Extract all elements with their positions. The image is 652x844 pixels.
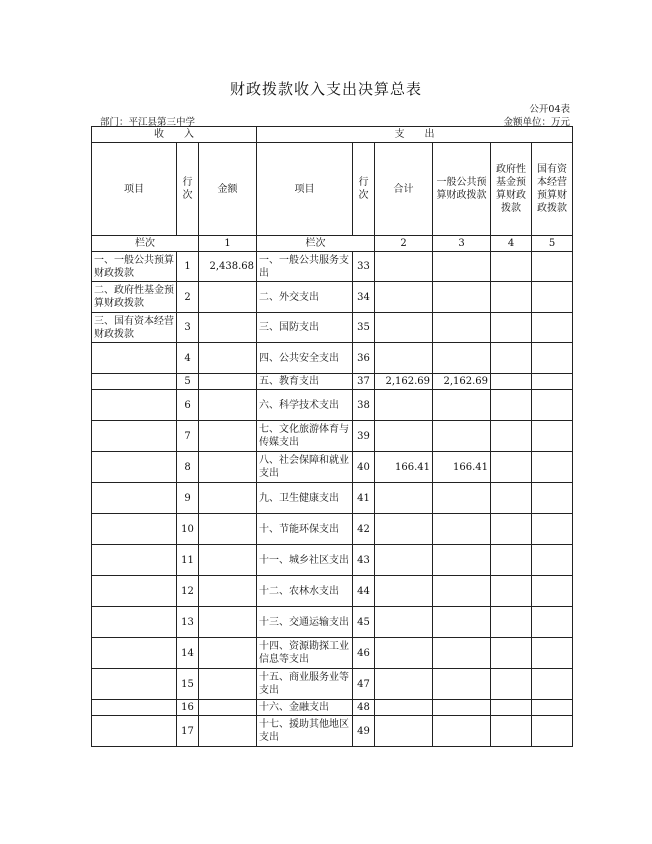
general-budget-cell xyxy=(433,514,491,545)
income-item-cell xyxy=(92,638,177,669)
total-header: 合计 xyxy=(375,143,433,236)
table-row xyxy=(92,390,573,421)
total-cell: 166.41 xyxy=(375,452,433,483)
income-section-header: 收 入 xyxy=(92,127,257,143)
total-cell xyxy=(375,669,433,700)
column-number-label-right: 栏次 xyxy=(257,236,375,252)
expense-item-cell: 八、社会保障和就业支出 xyxy=(257,452,353,483)
expense-line-cell: 40 xyxy=(353,452,375,483)
gov-fund-cell xyxy=(491,343,532,374)
income-item-cell xyxy=(92,343,177,374)
gov-fund-cell xyxy=(491,483,532,514)
total-cell xyxy=(375,700,433,716)
income-item-header: 项目 xyxy=(92,143,177,236)
budget-summary-table xyxy=(91,126,573,747)
income-line-cell: 10 xyxy=(177,514,199,545)
table-row xyxy=(92,343,573,374)
income-line-cell: 17 xyxy=(177,716,199,747)
state-capital-cell xyxy=(532,343,573,374)
income-line-cell: 6 xyxy=(177,390,199,421)
income-amount-cell xyxy=(199,607,257,638)
total-cell xyxy=(375,313,433,343)
state-capital-cell xyxy=(532,716,573,747)
column-number-label-left: 栏次 xyxy=(92,236,199,252)
income-item-cell xyxy=(92,700,177,716)
income-item-cell xyxy=(92,669,177,700)
table-row xyxy=(92,607,573,638)
state-capital-cell xyxy=(532,483,573,514)
section-header-row xyxy=(92,127,573,143)
general-budget-cell xyxy=(433,313,491,343)
general-budget-cell xyxy=(433,252,491,282)
general-budget-cell xyxy=(433,669,491,700)
gov-fund-cell xyxy=(491,669,532,700)
state-capital-cell xyxy=(532,313,573,343)
income-item-cell: 三、国有资本经营财政拨款 xyxy=(92,313,177,343)
total-cell xyxy=(375,390,433,421)
table-row xyxy=(92,700,573,716)
table-row xyxy=(92,716,573,747)
table-row xyxy=(92,374,573,390)
income-amount-cell xyxy=(199,343,257,374)
column-header-row xyxy=(92,143,573,236)
state-capital-cell xyxy=(532,421,573,452)
general-budget-cell xyxy=(433,483,491,514)
gov-fund-cell xyxy=(491,421,532,452)
gov-fund-cell xyxy=(491,452,532,483)
table-row xyxy=(92,421,573,452)
income-amount-cell xyxy=(199,421,257,452)
column-number-2: 2 xyxy=(375,236,433,252)
total-cell xyxy=(375,545,433,576)
total-cell xyxy=(375,716,433,747)
expense-section-header: 支 出 xyxy=(257,127,573,143)
expense-item-cell: 五、教育支出 xyxy=(257,374,353,390)
column-number-row xyxy=(92,236,573,252)
gov-fund-cell xyxy=(491,576,532,607)
state-capital-header: 国有资本经营预算财政拨款 xyxy=(532,143,573,236)
income-item-cell xyxy=(92,716,177,747)
income-item-cell xyxy=(92,483,177,514)
general-budget-cell xyxy=(433,545,491,576)
general-budget-cell: 2,162.69 xyxy=(433,374,491,390)
income-item-cell xyxy=(92,607,177,638)
state-capital-cell xyxy=(532,700,573,716)
general-budget-cell xyxy=(433,716,491,747)
income-amount-cell xyxy=(199,638,257,669)
income-amount-cell xyxy=(199,700,257,716)
table-row xyxy=(92,452,573,483)
income-amount-cell xyxy=(199,483,257,514)
gov-fund-cell xyxy=(491,252,532,282)
state-capital-cell xyxy=(532,252,573,282)
income-item-cell: 一、一般公共预算财政拨款 xyxy=(92,252,177,282)
expense-line-cell: 49 xyxy=(353,716,375,747)
expense-item-cell: 九、卫生健康支出 xyxy=(257,483,353,514)
income-amount-cell xyxy=(199,545,257,576)
general-budget-cell xyxy=(433,700,491,716)
general-budget-cell xyxy=(433,421,491,452)
expense-item-cell: 三、国防支出 xyxy=(257,313,353,343)
state-capital-cell xyxy=(532,390,573,421)
income-line-cell: 14 xyxy=(177,638,199,669)
income-line-cell: 12 xyxy=(177,576,199,607)
table-row xyxy=(92,252,573,282)
income-line-cell: 4 xyxy=(177,343,199,374)
general-budget-header: 一般公共预算财政拨款 xyxy=(433,143,491,236)
table-row xyxy=(92,669,573,700)
income-amount-cell: 2,438.68 xyxy=(199,252,257,282)
expense-line-cell: 45 xyxy=(353,607,375,638)
expense-line-cell: 46 xyxy=(353,638,375,669)
income-amount-cell xyxy=(199,374,257,390)
income-amount-cell xyxy=(199,313,257,343)
state-capital-cell xyxy=(532,669,573,700)
expense-item-cell: 四、公共安全支出 xyxy=(257,343,353,374)
expense-line-cell: 47 xyxy=(353,669,375,700)
expense-item-cell: 二、外交支出 xyxy=(257,282,353,313)
total-cell xyxy=(375,514,433,545)
expense-item-cell: 七、文化旅游体育与传媒支出 xyxy=(257,421,353,452)
expense-line-cell: 35 xyxy=(353,313,375,343)
expense-item-cell: 十七、援助其他地区支出 xyxy=(257,716,353,747)
expense-item-cell: 十三、交通运输支出 xyxy=(257,607,353,638)
state-capital-cell xyxy=(532,452,573,483)
gov-fund-cell xyxy=(491,545,532,576)
state-capital-cell xyxy=(532,514,573,545)
expense-item-cell: 十六、金融支出 xyxy=(257,700,353,716)
income-item-cell xyxy=(92,421,177,452)
table-row xyxy=(92,638,573,669)
column-number-4: 4 xyxy=(491,236,532,252)
income-amount-header: 金额 xyxy=(199,143,257,236)
general-budget-cell xyxy=(433,282,491,313)
total-cell xyxy=(375,607,433,638)
gov-fund-cell xyxy=(491,607,532,638)
income-line-cell: 7 xyxy=(177,421,199,452)
table-row xyxy=(92,282,573,313)
income-item-cell xyxy=(92,545,177,576)
total-cell: 2,162.69 xyxy=(375,374,433,390)
income-item-cell: 二、政府性基金预算财政拨款 xyxy=(92,282,177,313)
expense-line-cell: 36 xyxy=(353,343,375,374)
gov-fund-cell xyxy=(491,700,532,716)
table-row xyxy=(92,483,573,514)
expense-line-cell: 43 xyxy=(353,545,375,576)
gov-fund-cell xyxy=(491,514,532,545)
income-line-cell: 2 xyxy=(177,282,199,313)
general-budget-cell xyxy=(433,390,491,421)
income-amount-cell xyxy=(199,669,257,700)
income-line-header: 行次 xyxy=(177,143,199,236)
total-cell xyxy=(375,421,433,452)
expense-line-cell: 48 xyxy=(353,700,375,716)
total-cell xyxy=(375,638,433,669)
income-line-cell: 5 xyxy=(177,374,199,390)
general-budget-cell: 166.41 xyxy=(433,452,491,483)
expense-item-header: 项目 xyxy=(257,143,353,236)
table-row xyxy=(92,576,573,607)
income-amount-cell xyxy=(199,576,257,607)
expense-line-cell: 34 xyxy=(353,282,375,313)
column-number-3: 3 xyxy=(433,236,491,252)
table-row xyxy=(92,514,573,545)
income-amount-cell xyxy=(199,282,257,313)
income-line-cell: 1 xyxy=(177,252,199,282)
gov-fund-cell xyxy=(491,313,532,343)
general-budget-cell xyxy=(433,607,491,638)
table-row xyxy=(92,545,573,576)
income-amount-cell xyxy=(199,452,257,483)
income-amount-cell xyxy=(199,390,257,421)
income-line-cell: 9 xyxy=(177,483,199,514)
department-label: 部门：平江县第三中学 xyxy=(100,117,196,128)
expense-item-cell: 十五、商业服务业等支出 xyxy=(257,669,353,700)
expense-line-cell: 33 xyxy=(353,252,375,282)
general-budget-cell xyxy=(433,576,491,607)
expense-item-cell: 十一、城乡社区支出 xyxy=(257,545,353,576)
expense-line-cell: 44 xyxy=(353,576,375,607)
gov-fund-cell xyxy=(491,716,532,747)
expense-line-cell: 42 xyxy=(353,514,375,545)
expense-item-cell: 十二、农林水支出 xyxy=(257,576,353,607)
income-line-cell: 8 xyxy=(177,452,199,483)
column-number-5: 5 xyxy=(532,236,573,252)
currency-unit-label: 金额单位：万元 xyxy=(503,117,570,128)
total-cell xyxy=(375,252,433,282)
income-line-cell: 11 xyxy=(177,545,199,576)
expense-line-cell: 41 xyxy=(353,483,375,514)
income-line-cell: 15 xyxy=(177,669,199,700)
general-budget-cell xyxy=(433,638,491,669)
expense-line-cell: 37 xyxy=(353,374,375,390)
state-capital-cell xyxy=(532,607,573,638)
state-capital-cell xyxy=(532,374,573,390)
gov-fund-header: 政府性基金预算财政拨款 xyxy=(491,143,532,236)
state-capital-cell xyxy=(532,282,573,313)
expense-item-cell: 一、一般公共服务支出 xyxy=(257,252,353,282)
total-cell xyxy=(375,282,433,313)
income-item-cell xyxy=(92,514,177,545)
form-number: 公开04表 xyxy=(529,104,570,115)
total-cell xyxy=(375,483,433,514)
gov-fund-cell xyxy=(491,390,532,421)
income-line-cell: 16 xyxy=(177,700,199,716)
total-cell xyxy=(375,576,433,607)
gov-fund-cell xyxy=(491,638,532,669)
state-capital-cell xyxy=(532,576,573,607)
income-amount-cell xyxy=(199,716,257,747)
income-line-cell: 3 xyxy=(177,313,199,343)
report-title: 财政拨款收入支出决算总表 xyxy=(229,80,422,98)
total-cell xyxy=(375,343,433,374)
income-item-cell xyxy=(92,374,177,390)
expense-line-header: 行次 xyxy=(353,143,375,236)
expense-item-cell: 十、节能环保支出 xyxy=(257,514,353,545)
state-capital-cell xyxy=(532,638,573,669)
income-item-cell xyxy=(92,576,177,607)
expense-line-cell: 38 xyxy=(353,390,375,421)
table-row xyxy=(92,313,573,343)
income-line-cell: 13 xyxy=(177,607,199,638)
expense-item-cell: 十四、资源勘探工业信息等支出 xyxy=(257,638,353,669)
income-item-cell xyxy=(92,390,177,421)
income-amount-cell xyxy=(199,514,257,545)
income-item-cell xyxy=(92,452,177,483)
expense-line-cell: 39 xyxy=(353,421,375,452)
general-budget-cell xyxy=(433,343,491,374)
gov-fund-cell xyxy=(491,282,532,313)
state-capital-cell xyxy=(532,545,573,576)
column-number-1: 1 xyxy=(199,236,257,252)
expense-item-cell: 六、科学技术支出 xyxy=(257,390,353,421)
gov-fund-cell xyxy=(491,374,532,390)
